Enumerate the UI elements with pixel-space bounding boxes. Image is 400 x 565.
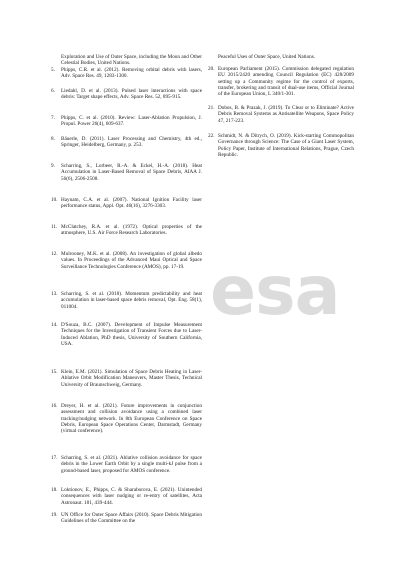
reference-text: McClatchey, R.A. et al. (1972). Optical properties of the atmosphere, U.S. Air Force Research Laboratories.	[61, 224, 202, 237]
reference-number: 20.	[208, 66, 215, 72]
reference-number: 17.	[51, 455, 58, 461]
reference-number: 16.	[51, 403, 58, 409]
reference-number: 15.	[51, 369, 58, 375]
reference-item	[51, 512, 202, 525]
reference-number: 6.	[51, 88, 55, 94]
reference-text: Scharring, S. et al. (2021). Ablative collision avoidance for space debris in the Lower Earth Orbit by a single multi-kJ pulse from a ground-based laser, proposed for AMOS conference.	[61, 455, 202, 474]
reference-number: 19.	[51, 512, 58, 518]
reference-number: 10.	[51, 197, 58, 203]
reference-number: 14.	[51, 322, 58, 328]
reference-item	[51, 197, 202, 210]
reference-text: UN Office for Outer Space Affairs (2010). Space Debris Mitigation Guidelines of the Committee on the	[61, 512, 202, 525]
reference-item	[208, 133, 354, 158]
reference-number: 18.	[51, 487, 58, 493]
reference-text: Schmidt, N. & Ditrych, O. (2019). Kick-starting Commopolitan Governance through Science: The Case of a Giant Laser System, Policy Paper, Institute of International Relations, Prague, Czech Republic.	[218, 133, 354, 158]
reference-text: Haynam, C.A. et al. (2007). National Ignition Facility laser performance status, Appl. Opt. 46(16), 3276-3303.	[61, 197, 202, 210]
reference-item	[51, 369, 202, 388]
reference-text: Dobos, B. & Prazak, J. (2019). To Clear or to Eliminate? Active Debris Removal Systems as Antisatellite Weapons, Space Policy 47, 217-223.	[218, 105, 354, 124]
reference-text: Phipps, C. et al. (2010). Review: Laser-Ablation Propulsion, J. Propul. Power 26(4), 609-637.	[61, 115, 202, 128]
reference-text: Phipps, C.R. et al. (2012). Removing orbital debris with lasers, Adv. Space Res. 49, 1283-1300.	[61, 67, 202, 80]
reference-text: Exploration and Use of Outer Space, including the Moon and Other Celestial Bodies, United Nations.	[61, 54, 202, 67]
reference-item	[208, 105, 354, 124]
reference-number: 5.	[51, 67, 55, 73]
reference-item	[208, 54, 354, 60]
reference-item	[51, 88, 202, 101]
reference-item	[51, 322, 202, 347]
reference-number: 13.	[51, 291, 58, 297]
reference-number: 8.	[51, 136, 55, 142]
reference-number: 7.	[51, 115, 55, 121]
reference-item	[51, 403, 202, 434]
reference-number: 21.	[208, 105, 215, 111]
reference-item	[51, 163, 202, 182]
reference-number: 12.	[51, 251, 58, 257]
reference-item	[51, 251, 202, 270]
reference-text: Klein, E.M. (2021). Simulation of Space Debris Heating in Laser-Ablative Orbit Modification Maneuvers, Master Thesis, Technical University of Braunschweig, Germany.	[61, 369, 202, 388]
reference-text: Bäuerle, D. (2011). Laser Processing and Chemistry, 4th ed., Springer, Heidelberg, Germany, p. 253.	[61, 136, 202, 149]
reference-text: Peaceful Uses of Outer Space, United Nations.	[218, 54, 316, 60]
reference-item	[51, 487, 202, 506]
reference-item	[51, 67, 202, 80]
reference-item	[51, 136, 202, 149]
reference-text: Scharring, S., Lorbeer, R.-A. & Eckel, H.-A. (2018). Heat Accumulation in Laser-Based Removal of Space Debris, AIAA J. 56(6), 2506-2508.	[61, 163, 202, 182]
reference-text: European Parliament (2015). Commission delegated regulation EU 2015/2420 amending Council Regulation (EC) 428/2009 setting up a Community regime for the control of exports, transfer, brokering and transit of dual-use items, Official Journal of the European Union, L 340/1-301.	[218, 66, 354, 98]
reference-text: Loktionov, E., Phipps, C. & Sharaborova, E. (2021). Unintended consequences with laser nudging or re-entry of satellites, Acta Astronaut. 181, 439-444.	[61, 487, 202, 506]
reference-item	[51, 224, 202, 237]
reference-text: D'Souza, B.C. (2007). Development of Impulse Measurement Techniques for the Investigation of Transient Forces due to Laser-Induced Ablation, PhD thesis, University of Southern California, USA.	[61, 322, 202, 347]
reference-item	[51, 455, 202, 474]
reference-text: Mulrooney, M.K. et al. (2008). An investigation of global albedo values. In Proceedings of the Advanced Maui Optical and Space Surveillance Technologies Conference (AMOS), pp. 17-19.	[61, 251, 202, 270]
reference-item	[208, 66, 354, 97]
reference-item	[51, 54, 202, 67]
reference-number: 9.	[51, 163, 55, 169]
reference-number: 22.	[208, 133, 215, 139]
reference-item	[51, 291, 202, 310]
reference-text: Liedahl, D. et al. (2013). Pulsed laser interactions with space debris: Target shape effects, Adv. Space Res. 52, 895-915.	[61, 88, 202, 101]
reference-item	[51, 115, 202, 128]
reference-text: Dreyer, H. et al. (2021). Future improvements in conjunction assessment and collision avoidance using a combined laser tracking/nudging network. In 8th European Conference on Space Debris, European Space Operations Center, Darmstadt, Germany (virtual conference).	[61, 403, 202, 435]
reference-text: Scharring, S. et al. (2018). Momentum predictability and heat accumulation in laser-based space debris removal, Opt. Eng. 58(1), 011004.	[61, 291, 202, 310]
reference-number: 11.	[51, 224, 58, 230]
esa-watermark: esa	[210, 252, 340, 331]
